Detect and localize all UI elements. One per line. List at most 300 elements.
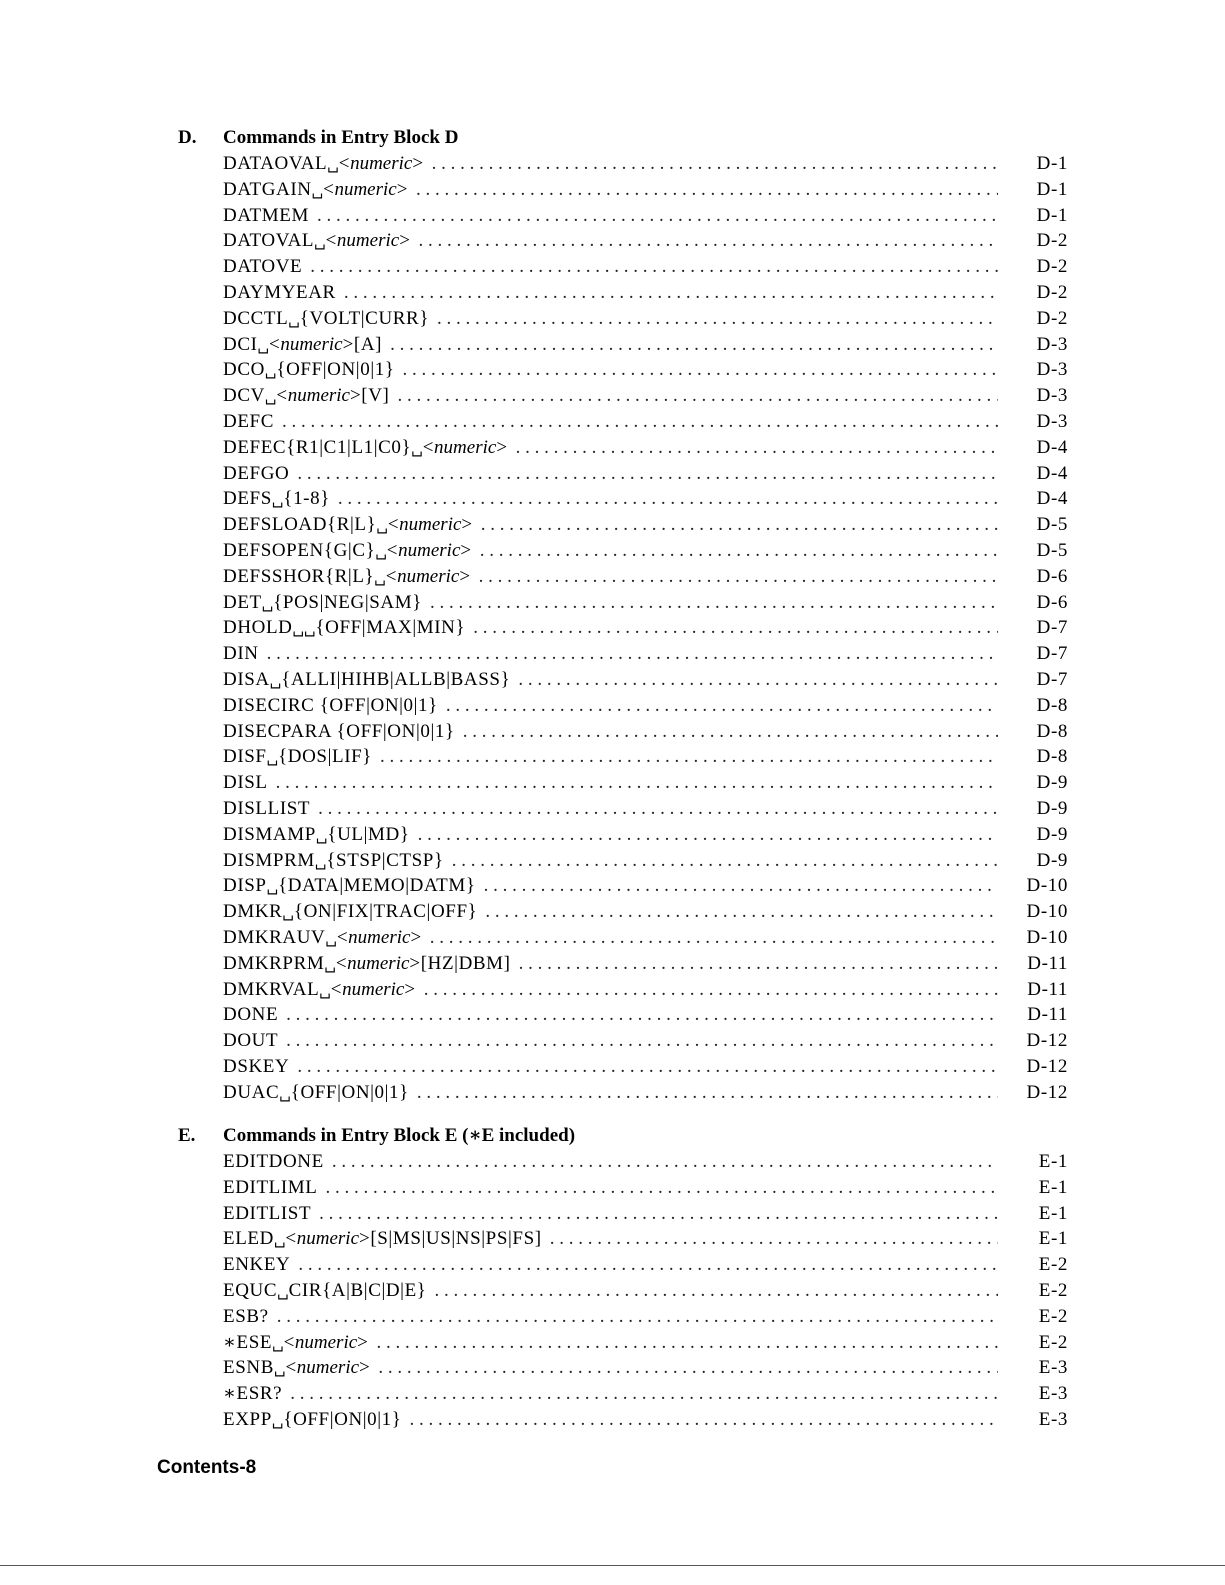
dot-leader — [550, 1226, 998, 1252]
toc-entry — [178, 873, 1068, 899]
space-symbol: ␣ — [279, 1085, 291, 1102]
command-text: DEFC — [223, 410, 274, 432]
command-text: DSKEY — [223, 1055, 290, 1077]
command-text: < — [325, 230, 337, 252]
command-syntax — [223, 977, 416, 1005]
dot-leader — [485, 899, 998, 925]
dot-leader — [332, 1149, 998, 1175]
command-text: < — [387, 514, 400, 536]
command-text: > — [410, 926, 422, 948]
section-heading — [178, 1123, 1068, 1149]
toc-entry — [178, 590, 1068, 616]
parameter-italic: numeric — [296, 1357, 360, 1379]
page-number: D-12 — [1026, 1055, 1068, 1077]
command-syntax — [223, 332, 382, 360]
command-text: DEFSLOAD{R|L} — [223, 514, 377, 536]
command-text: >[V] — [349, 385, 390, 407]
dot-leader — [424, 977, 998, 1003]
dot-leader — [318, 796, 998, 822]
command-syntax — [223, 486, 330, 514]
command-text: DET — [223, 591, 262, 613]
section-letter: E. — [178, 1125, 196, 1146]
dot-leader — [326, 1175, 999, 1201]
section-title: Commands in Entry Block D — [223, 127, 459, 148]
space-symbol: ␣ — [327, 157, 339, 173]
toc-entry — [178, 667, 1068, 693]
command-syntax — [223, 873, 476, 901]
toc-entry — [178, 641, 1068, 667]
command-syntax — [223, 770, 268, 796]
page-number: D-12 — [1026, 1081, 1068, 1103]
toc-entry — [178, 254, 1068, 280]
toc-entry — [178, 1028, 1068, 1054]
page-number: E-2 — [1038, 1279, 1068, 1301]
command-text: DISLLIST — [223, 797, 311, 819]
command-text: > — [396, 178, 409, 200]
page-footer: Contents-8 — [157, 1457, 257, 1478]
command-syntax — [223, 512, 473, 540]
page-number: D-3 — [1036, 385, 1068, 407]
command-text: DISMPRM — [223, 849, 315, 871]
page-number: D-8 — [1036, 746, 1068, 768]
command-text: ESNB — [223, 1357, 274, 1379]
command-text: {POS|NEG|SAM} — [273, 591, 422, 613]
dot-leader — [276, 770, 998, 796]
dot-leader — [419, 228, 998, 254]
space-symbol: ␣ — [272, 1335, 284, 1352]
dot-leader — [417, 1080, 998, 1106]
toc-entry — [178, 1304, 1068, 1330]
page-number: D-4 — [1036, 462, 1068, 484]
toc-entry — [178, 357, 1068, 383]
page-number: E-3 — [1038, 1357, 1068, 1379]
command-text: DCV — [223, 385, 265, 407]
dot-leader — [344, 280, 998, 306]
command-text: > — [359, 1357, 371, 1379]
command-text: DONE — [223, 1004, 279, 1026]
dot-leader — [319, 1201, 998, 1227]
command-text: < — [386, 539, 399, 561]
toc-entry — [178, 332, 1068, 358]
command-text: > — [496, 436, 508, 458]
command-text: < — [269, 333, 281, 355]
command-text: {ON|FIX|TRAC|OFF} — [293, 901, 478, 923]
dot-leader — [463, 719, 998, 745]
toc-entry — [178, 177, 1068, 203]
page-number: D-7 — [1036, 643, 1068, 665]
command-text: > — [459, 565, 471, 587]
page-number: E-2 — [1038, 1331, 1068, 1353]
dot-leader — [479, 564, 998, 590]
command-syntax — [223, 719, 455, 745]
page-number: D-8 — [1036, 694, 1068, 716]
command-text: >[A] — [342, 333, 383, 355]
parameter-italic: numeric — [398, 539, 461, 561]
page-number: D-9 — [1036, 772, 1068, 794]
space-symbol: ␣ — [282, 905, 294, 922]
page-number: D-9 — [1036, 797, 1068, 819]
space-symbol: ␣ — [269, 672, 282, 689]
entry-list — [178, 1149, 1068, 1433]
command-syntax — [223, 1226, 542, 1254]
space-symbol: ␣ — [273, 1361, 286, 1378]
toc-entry — [178, 796, 1068, 822]
page-number: D-12 — [1026, 1030, 1068, 1052]
command-text: DISF — [223, 746, 267, 768]
command-text: < — [283, 1331, 295, 1353]
dot-leader — [397, 383, 998, 409]
dot-leader — [410, 1407, 999, 1433]
dot-leader — [380, 744, 998, 770]
dot-leader — [437, 306, 998, 332]
toc-entry — [178, 1330, 1068, 1356]
command-text: DEFSOPEN{G|C} — [223, 539, 376, 561]
space-symbol: ␣ — [375, 543, 387, 560]
command-text: >[S|MS|US|NS|PS|FS] — [359, 1228, 542, 1250]
command-text: DCO — [223, 359, 265, 381]
dot-leader — [516, 435, 998, 461]
parameter-italic: numeric — [296, 1228, 360, 1250]
command-syntax — [223, 1278, 427, 1306]
dot-leader — [430, 925, 998, 951]
space-symbol: ␣ — [314, 234, 326, 251]
command-syntax — [223, 1355, 370, 1383]
parameter-italic: numeric — [397, 565, 460, 587]
toc-entry — [178, 822, 1068, 848]
bottom-rule — [0, 1565, 1225, 1566]
command-text: ENKEY — [223, 1254, 291, 1276]
command-syntax — [223, 435, 508, 463]
command-text: EQUC — [223, 1279, 278, 1301]
toc-entry — [178, 486, 1068, 512]
section-heading — [178, 125, 1068, 151]
command-text: DISMAMP — [223, 823, 316, 845]
command-text: DISECPARA {OFF|ON|0|1} — [223, 720, 455, 742]
command-text: {ALLI|HIHB|ALLB|BASS} — [281, 668, 511, 690]
command-text: DATOVE — [223, 256, 303, 278]
page-number: D-11 — [1027, 978, 1068, 1000]
toc-entry — [178, 1054, 1068, 1080]
toc-entry — [178, 951, 1068, 977]
command-text: {OFF|MAX|MIN} — [315, 617, 466, 639]
parameter-italic: numeric — [399, 514, 462, 536]
toc-entry — [178, 306, 1068, 332]
command-text: EXPP — [223, 1408, 272, 1430]
command-syntax — [223, 1002, 278, 1028]
space-symbol: ␣ — [292, 621, 304, 638]
command-text: DCI — [223, 333, 258, 355]
page-number: D-1 — [1036, 178, 1068, 200]
page-number: D-2 — [1036, 230, 1068, 252]
command-syntax — [223, 461, 289, 487]
dot-leader — [282, 409, 998, 435]
dot-leader — [519, 951, 998, 977]
toc-entry — [178, 1080, 1068, 1106]
page-number: D-5 — [1036, 514, 1068, 536]
toc-entry — [178, 1201, 1068, 1227]
space-symbol: ␣ — [264, 363, 277, 380]
command-text: < — [338, 153, 351, 174]
command-syntax — [223, 641, 259, 667]
command-syntax — [223, 848, 444, 876]
space-symbol: ␣ — [277, 1283, 289, 1300]
command-text: DEFSSHOR{R|L} — [223, 565, 375, 587]
command-text: < — [385, 565, 398, 587]
dot-leader — [518, 667, 998, 693]
command-syntax — [223, 228, 411, 256]
toc-entry — [178, 435, 1068, 461]
page-number: D-9 — [1036, 823, 1068, 845]
page-number: E-2 — [1038, 1254, 1068, 1276]
toc-entry — [178, 203, 1068, 229]
page-number: D-5 — [1036, 539, 1068, 561]
space-symbol: ␣ — [266, 879, 279, 896]
dot-leader — [297, 461, 998, 487]
space-symbol: ␣ — [311, 182, 324, 199]
page-number: E-3 — [1038, 1408, 1068, 1430]
command-text: < — [330, 978, 343, 1000]
toc-entry — [178, 461, 1068, 487]
command-text: EDITLIST — [223, 1202, 312, 1224]
section-letter: D. — [178, 127, 197, 148]
command-syntax — [223, 1330, 368, 1358]
command-syntax — [223, 951, 511, 979]
command-text: >[HZ|DBM] — [409, 952, 511, 974]
toc-entry — [178, 1226, 1068, 1252]
command-text: DEFGO — [223, 462, 290, 484]
dot-leader — [432, 151, 998, 177]
command-text: {OFF|ON|0|1} — [276, 359, 395, 381]
command-text: DISECIRC {OFF|ON|0|1} — [223, 694, 438, 716]
command-text: > — [357, 1331, 369, 1353]
command-text: DMKR — [223, 901, 283, 923]
space-symbol: ␣ — [264, 389, 277, 406]
section-title: Commands in Entry Block E (∗E included) — [223, 1125, 576, 1146]
toc-entry — [178, 693, 1068, 719]
command-syntax — [223, 203, 309, 229]
toc-entry — [178, 564, 1068, 590]
space-symbol: ␣ — [374, 569, 386, 586]
command-text: < — [323, 178, 335, 200]
command-text: {VOLT|CURR} — [299, 307, 430, 329]
command-syntax — [223, 1054, 289, 1080]
page-number: D-6 — [1036, 591, 1068, 613]
parameter-italic: numeric — [347, 952, 410, 974]
parameter-italic: numeric — [334, 178, 397, 200]
command-text: {DOS|LIF} — [278, 746, 373, 768]
page-number: D-8 — [1036, 720, 1068, 742]
command-text: DATMEM — [223, 204, 309, 226]
command-syntax — [223, 1028, 278, 1054]
space-symbol: ␣ — [288, 311, 300, 328]
command-syntax — [223, 693, 438, 719]
command-syntax — [223, 254, 302, 280]
command-text: DOUT — [223, 1030, 279, 1052]
toc-entry — [178, 228, 1068, 254]
page-number: E-3 — [1038, 1383, 1068, 1405]
section-d — [178, 125, 1068, 1105]
command-text: < — [276, 385, 288, 407]
page-number: E-1 — [1038, 1176, 1068, 1198]
command-text: DAYMYEAR — [223, 281, 336, 303]
command-text: DEFEC{R1|C1|L1|C0} — [223, 436, 412, 458]
page-number: D-11 — [1027, 1004, 1068, 1026]
command-text: DISP — [223, 875, 267, 897]
command-text: > — [399, 230, 411, 252]
command-syntax — [223, 925, 422, 953]
command-text: DHOLD — [223, 617, 293, 639]
command-syntax — [223, 796, 310, 822]
command-text: CIR{A|B|C|D|E} — [288, 1279, 427, 1301]
command-syntax — [223, 306, 429, 334]
command-text: < — [285, 1228, 297, 1250]
command-text: EDITLIML — [223, 1176, 318, 1198]
command-text: DATGAIN — [223, 178, 312, 200]
command-text: DATOVAL — [223, 230, 315, 252]
page-number: D-4 — [1036, 488, 1068, 510]
toc-entry — [178, 770, 1068, 796]
parameter-italic: numeric — [350, 153, 413, 174]
dot-leader — [286, 1002, 998, 1028]
parameter-italic: numeric — [336, 230, 400, 252]
page-number: D-3 — [1036, 359, 1068, 381]
dot-leader — [277, 1304, 998, 1330]
dot-leader — [376, 1330, 998, 1356]
command-text: ELED — [223, 1228, 274, 1250]
command-text: {1-8} — [283, 488, 330, 510]
page-number: E-2 — [1038, 1305, 1068, 1327]
command-syntax — [223, 1201, 311, 1227]
command-text: DIN — [223, 643, 259, 665]
page-number: E-1 — [1038, 1202, 1068, 1224]
dot-leader — [484, 873, 998, 899]
toc-entry — [178, 1252, 1068, 1278]
command-text: ESB? — [223, 1305, 269, 1327]
space-symbol: ␣ — [314, 853, 327, 870]
toc-entry — [178, 719, 1068, 745]
command-syntax — [223, 383, 389, 411]
command-text: > — [404, 978, 416, 1000]
command-text: DMKRAUV — [223, 926, 326, 948]
page-number: D-10 — [1026, 901, 1068, 923]
toc-entry — [178, 1407, 1068, 1433]
command-text: DCCTL — [223, 307, 289, 329]
command-syntax — [223, 615, 465, 643]
page-number: D-2 — [1036, 307, 1068, 329]
parameter-italic: numeric — [348, 926, 411, 948]
command-text: {OFF|ON|0|1} — [290, 1081, 409, 1103]
toc-entry — [178, 899, 1068, 925]
toc-entry — [178, 512, 1068, 538]
command-syntax — [223, 667, 510, 695]
toc-entry — [178, 925, 1068, 951]
space-symbol: ␣ — [261, 595, 274, 612]
command-text: DEFS — [223, 488, 272, 510]
command-syntax — [223, 899, 477, 927]
dot-leader — [452, 848, 998, 874]
page-number: D-4 — [1036, 436, 1068, 458]
dot-leader — [310, 254, 998, 280]
space-symbol: ␣ — [303, 621, 316, 638]
space-symbol: ␣ — [271, 492, 284, 509]
command-text: > — [460, 539, 472, 561]
command-syntax — [223, 1175, 318, 1201]
command-text: DISL — [223, 772, 268, 794]
dot-leader — [378, 1355, 998, 1381]
command-text: {DATA|MEMO|DATM} — [278, 875, 476, 897]
toc-entry — [178, 615, 1068, 641]
space-symbol: ␣ — [266, 750, 279, 767]
space-symbol: ␣ — [324, 956, 336, 973]
page-number: E-1 — [1038, 1228, 1068, 1250]
dot-leader — [390, 332, 998, 358]
command-syntax — [223, 564, 471, 592]
page-number: D-7 — [1036, 668, 1068, 690]
dot-leader — [317, 203, 998, 229]
page-number: E-1 — [1038, 1151, 1068, 1172]
page-number: D-1 — [1036, 204, 1068, 226]
dot-leader — [430, 590, 998, 616]
toc-entry — [178, 1175, 1068, 1201]
parameter-italic: numeric — [294, 1331, 358, 1353]
space-symbol: ␣ — [271, 1412, 284, 1429]
space-symbol: ␣ — [273, 1232, 286, 1249]
command-syntax — [223, 409, 274, 435]
page-number: D-2 — [1036, 256, 1068, 278]
dot-leader — [446, 693, 998, 719]
command-text: ∗ESR? — [223, 1383, 283, 1405]
page-number: D-10 — [1026, 875, 1068, 897]
command-syntax — [223, 822, 410, 850]
page-number: D-11 — [1027, 952, 1068, 974]
toc-entry — [178, 977, 1068, 1003]
command-syntax — [223, 357, 395, 385]
command-text: < — [336, 926, 349, 948]
command-syntax — [223, 151, 424, 179]
command-text: EDITDONE — [223, 1151, 324, 1172]
dot-leader — [473, 615, 998, 641]
space-symbol: ␣ — [319, 982, 331, 999]
toc-entry — [178, 280, 1068, 306]
page-number: D-10 — [1026, 926, 1068, 948]
entry-list — [178, 151, 1068, 1105]
dot-leader — [297, 1054, 998, 1080]
page-number: D-3 — [1036, 410, 1068, 432]
command-text: {OFF|ON|0|1} — [283, 1408, 402, 1430]
command-text: ∗ESE — [223, 1331, 273, 1353]
command-syntax — [223, 1381, 282, 1407]
toc-entry — [178, 151, 1068, 177]
page-number: D-2 — [1036, 281, 1068, 303]
dot-leader — [416, 177, 998, 203]
dot-leader — [298, 1252, 998, 1278]
toc-entry — [178, 1355, 1068, 1381]
toc-entry — [178, 538, 1068, 564]
toc-entry — [178, 1002, 1068, 1028]
command-syntax — [223, 1080, 409, 1108]
toc-entry — [178, 744, 1068, 770]
command-text: > — [412, 153, 424, 174]
dot-leader — [286, 1028, 998, 1054]
dot-leader — [403, 357, 998, 383]
dot-leader — [481, 512, 998, 538]
command-syntax — [223, 280, 336, 306]
dot-leader — [480, 538, 998, 564]
page-number: D-9 — [1036, 849, 1068, 871]
section-e — [178, 1123, 1068, 1433]
command-text: {STSP|CTSP} — [326, 849, 444, 871]
parameter-italic: numeric — [287, 385, 350, 407]
